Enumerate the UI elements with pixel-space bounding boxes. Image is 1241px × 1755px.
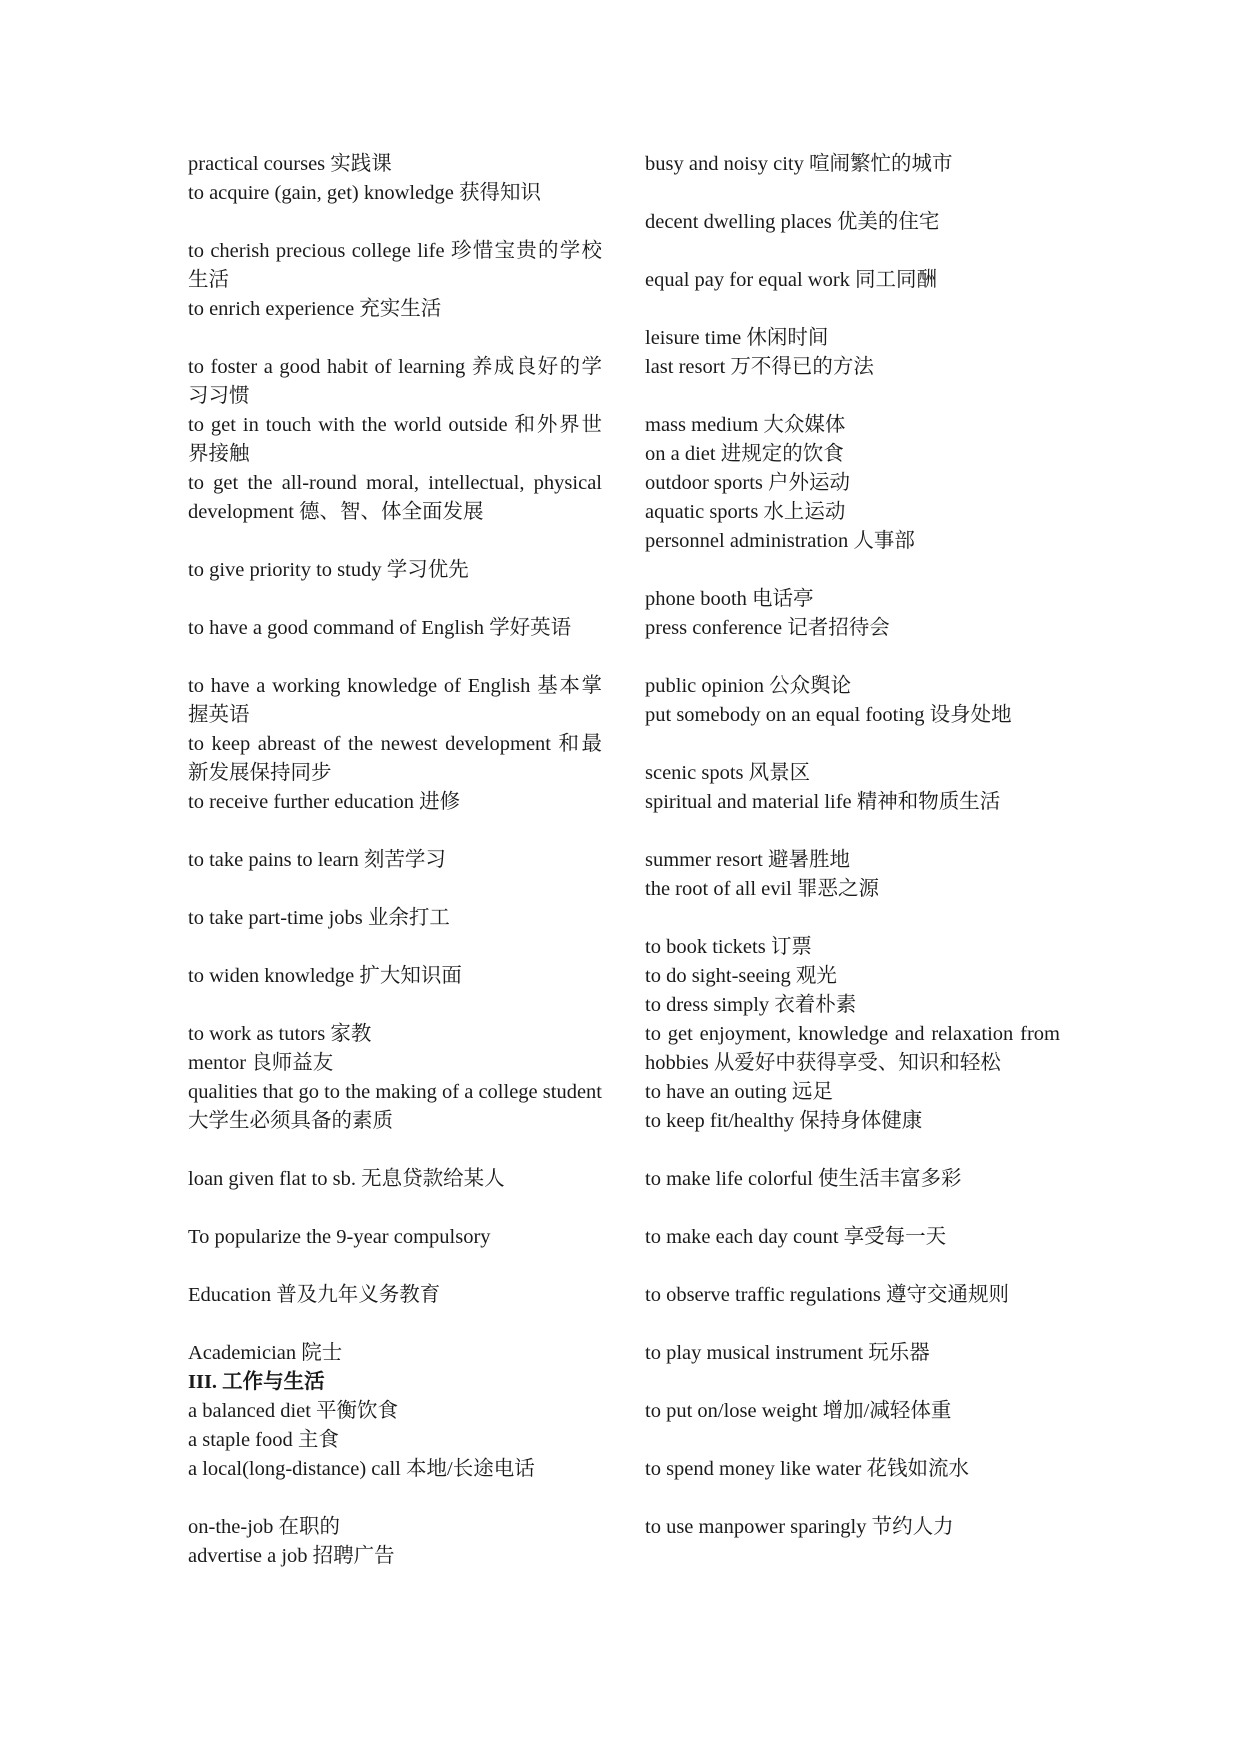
vocab-entry: to keep fit/healthy 保持身体健康 (645, 1110, 923, 1132)
vocab-entry: last resort 万不得已的方法 (645, 356, 874, 378)
blank-line (188, 1136, 602, 1165)
vocab-entry: to use manpower sparingly 节约人力 (645, 1516, 954, 1538)
vocab-entry: to put on/lose weight 增加/减轻体重 (645, 1400, 952, 1422)
blank-line (645, 1368, 1060, 1397)
blank-line (645, 382, 1060, 411)
vocab-entry: To popularize the 9-year compulsory (188, 1226, 491, 1248)
vocab-entry: to give priority to study 学习优先 (188, 559, 469, 581)
vocab-entry: personnel administration 人事部 (645, 530, 915, 552)
section-heading: III. 工作与生活 (188, 1371, 325, 1393)
vocab-entry: to have an outing 远足 (645, 1081, 833, 1103)
right-column (645, 150, 1060, 1542)
blank-line (188, 324, 602, 353)
vocab-entry: press conference 记者招待会 (645, 617, 890, 639)
vocab-entry: to have a working knowledge of English 基本掌握英语 (188, 675, 602, 726)
blank-line (188, 1484, 602, 1513)
vocab-entry: outdoor sports 户外运动 (645, 472, 850, 494)
vocab-entry: practical courses 实践课 (188, 153, 392, 175)
blank-line (645, 556, 1060, 585)
blank-line (645, 1484, 1060, 1513)
blank-line (188, 1252, 602, 1281)
blank-line (645, 643, 1060, 672)
vocab-entry: mentor 良师益友 (188, 1052, 334, 1074)
blank-line (188, 991, 602, 1020)
blank-line (188, 1194, 602, 1223)
vocab-entry: to spend money like water 花钱如流水 (645, 1458, 969, 1480)
blank-line (188, 933, 602, 962)
vocab-entry: busy and noisy city 喧闹繁忙的城市 (645, 153, 953, 175)
blank-line (645, 237, 1060, 266)
vocab-entry: to receive further education 进修 (188, 791, 461, 813)
vocab-entry: put somebody on an equal footing 设身处地 (645, 704, 1012, 726)
blank-line (645, 817, 1060, 846)
vocab-entry: phone booth 电话亭 (645, 588, 814, 610)
vocab-entry: Education 普及九年义务教育 (188, 1284, 441, 1306)
blank-line (645, 295, 1060, 324)
vocab-entry: public opinion 公众舆论 (645, 675, 852, 697)
vocab-entry: to acquire (gain, get) knowledge 获得知识 (188, 182, 541, 204)
blank-line (188, 643, 602, 672)
blank-line (188, 817, 602, 846)
blank-line (645, 1194, 1060, 1223)
blank-line (188, 527, 602, 556)
vocab-entry: scenic spots 风景区 (645, 762, 811, 784)
blank-line (645, 730, 1060, 759)
vocab-entry: to make each day count 享受每一天 (645, 1226, 947, 1248)
left-column (188, 150, 602, 1571)
vocab-entry: to book tickets 订票 (645, 936, 812, 958)
vocab-entry: to foster a good habit of learning 养成良好的学习习惯 (188, 356, 602, 407)
vocab-entry: to take part-time jobs 业余打工 (188, 907, 450, 929)
vocab-entry: to do sight-seeing 观光 (645, 965, 837, 987)
vocab-entry: to take pains to learn 刻苦学习 (188, 849, 446, 871)
vocab-entry: to get the all-round moral, intellectual, physical development 德、智、体全面发展 (188, 472, 602, 523)
blank-line (645, 1252, 1060, 1281)
vocab-entry: aquatic sports 水上运动 (645, 501, 846, 523)
vocab-entry: to have a good command of English 学好英语 (188, 617, 572, 639)
vocab-entry: on a diet 进规定的饮食 (645, 443, 844, 465)
vocab-entry: to work as tutors 家教 (188, 1023, 372, 1045)
blank-line (188, 208, 602, 237)
vocab-entry: spiritual and material life 精神和物质生活 (645, 791, 1001, 813)
vocab-entry: on-the-job 在职的 (188, 1516, 341, 1538)
blank-line (645, 904, 1060, 933)
vocab-entry: to get enjoyment, knowledge and relaxation from hobbies 从爱好中获得享受、知识和轻松 (645, 1023, 1060, 1074)
blank-line (645, 179, 1060, 208)
vocab-entry: to make life colorful 使生活丰富多彩 (645, 1168, 962, 1190)
vocab-entry: summer resort 避暑胜地 (645, 849, 850, 871)
blank-line (188, 875, 602, 904)
blank-line (645, 1310, 1060, 1339)
vocab-entry: qualities that go to the making of a college student 大学生必须具备的素质 (188, 1081, 602, 1132)
vocab-entry: to cherish precious college life 珍惜宝贵的学校生活 (188, 240, 602, 291)
vocab-entry: Academician 院士 (188, 1342, 343, 1364)
vocab-entry: to enrich experience 充实生活 (188, 298, 442, 320)
blank-line (645, 1426, 1060, 1455)
blank-line (188, 1310, 602, 1339)
vocab-entry: loan given flat to sb. 无息贷款给某人 (188, 1168, 505, 1190)
vocab-entry: equal pay for equal work 同工同酬 (645, 269, 938, 291)
vocab-entry: to keep abreast of the newest development 和最新发展保持同步 (188, 733, 602, 784)
vocab-entry: a local(long-distance) call 本地/长途电话 (188, 1458, 535, 1480)
vocab-entry: to get in touch with the world outside 和外界世界接触 (188, 414, 602, 465)
vocab-entry: to dress simply 衣着朴素 (645, 994, 857, 1016)
vocab-entry: leisure time 休闲时间 (645, 327, 829, 349)
vocab-entry: the root of all evil 罪恶之源 (645, 878, 879, 900)
vocab-entry: to observe traffic regulations 遵守交通规则 (645, 1284, 1009, 1306)
vocab-entry: a balanced diet 平衡饮食 (188, 1400, 399, 1422)
vocab-entry: decent dwelling places 优美的住宅 (645, 211, 940, 233)
vocab-entry: a staple food 主食 (188, 1429, 339, 1451)
vocab-entry: advertise a job 招聘广告 (188, 1545, 395, 1567)
blank-line (645, 1136, 1060, 1165)
vocab-entry: to widen knowledge 扩大知识面 (188, 965, 462, 987)
vocab-entry: mass medium 大众媒体 (645, 414, 846, 436)
blank-line (188, 585, 602, 614)
vocab-entry: to play musical instrument 玩乐器 (645, 1342, 930, 1364)
